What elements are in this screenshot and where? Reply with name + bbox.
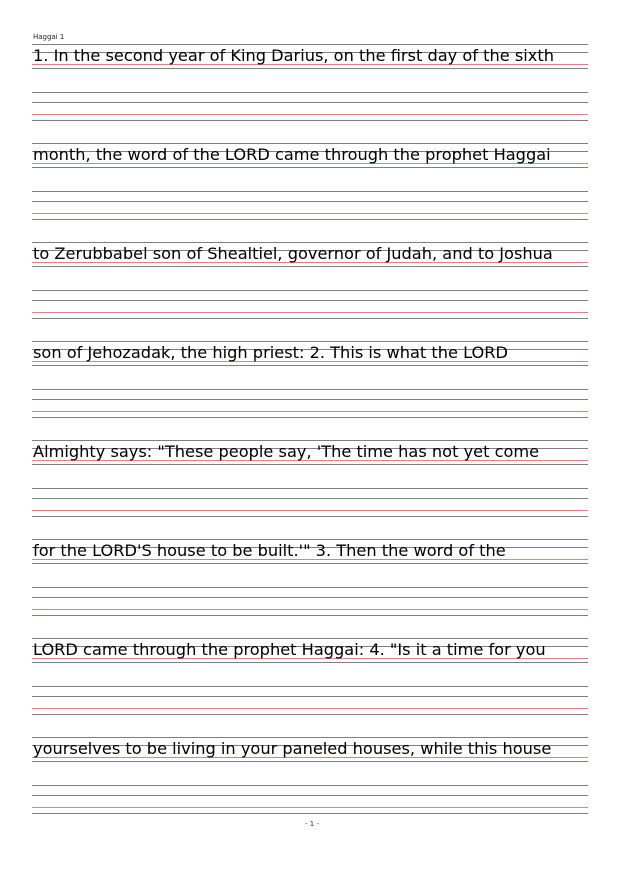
guide-line <box>32 539 588 540</box>
guide-line <box>32 167 588 168</box>
practice-red-line <box>32 708 588 709</box>
practice-guide-line <box>32 120 588 121</box>
writing-block-3 <box>32 242 588 342</box>
practice-red-line <box>32 114 588 115</box>
guide-line <box>32 737 588 738</box>
writing-block-4 <box>32 341 588 441</box>
practice-red-line <box>32 411 588 412</box>
practice-guide-line <box>32 615 588 616</box>
practice-guide-line <box>32 389 588 390</box>
guide-line <box>32 266 588 267</box>
practice-red-line <box>32 312 588 313</box>
text-line-8: yourselves to be living in your paneled houses, while this house <box>33 739 552 758</box>
guide-line <box>32 68 588 69</box>
guide-line <box>32 638 588 639</box>
guide-line <box>32 143 588 144</box>
practice-red-line <box>32 609 588 610</box>
practice-guide-line <box>32 587 588 588</box>
writing-block-2 <box>32 143 588 243</box>
practice-guide-line <box>32 516 588 517</box>
text-line-4: son of Jehozadak, the high priest: 2. This is what the LORD <box>33 343 508 362</box>
practice-guide-line <box>32 290 588 291</box>
practice-guide-line <box>32 102 588 103</box>
guide-line <box>32 44 588 45</box>
practice-guide-line <box>32 696 588 697</box>
guide-line <box>32 464 588 465</box>
text-line-6: for the LORD'S house to be built.'" 3. Then the word of the <box>33 541 506 560</box>
practice-red-line <box>32 510 588 511</box>
writing-block-5 <box>32 440 588 540</box>
guide-line <box>32 761 588 762</box>
page-number: - 1 - <box>305 820 319 828</box>
practice-guide-line <box>32 201 588 202</box>
practice-guide-line <box>32 488 588 489</box>
practice-guide-line <box>32 417 588 418</box>
practice-guide-line <box>32 399 588 400</box>
page-header-title: Haggai 1 <box>33 33 65 41</box>
guide-line <box>32 242 588 243</box>
guide-line <box>32 440 588 441</box>
text-line-5: Almighty says: "These people say, 'The time has not yet come <box>33 442 540 461</box>
practice-guide-line <box>32 686 588 687</box>
practice-guide-line <box>32 498 588 499</box>
practice-guide-line <box>32 318 588 319</box>
writing-block-1 <box>32 44 588 144</box>
text-line-7: LORD came through the prophet Haggai: 4. "Is it a time for you <box>33 640 546 659</box>
guide-line <box>32 341 588 342</box>
guide-line <box>32 365 588 366</box>
practice-guide-line <box>32 785 588 786</box>
guide-line <box>32 563 588 564</box>
writing-block-7 <box>32 638 588 738</box>
text-line-1: 1. In the second year of King Darius, on the first day of the sixth <box>33 46 554 65</box>
guide-line <box>32 662 588 663</box>
practice-guide-line <box>32 191 588 192</box>
practice-red-line <box>32 213 588 214</box>
text-line-3: to Zerubbabel son of Shealtiel, governor of Judah, and to Joshua <box>33 244 553 263</box>
practice-guide-line <box>32 813 588 814</box>
practice-guide-line <box>32 714 588 715</box>
practice-guide-line <box>32 597 588 598</box>
practice-guide-line <box>32 219 588 220</box>
practice-guide-line <box>32 300 588 301</box>
writing-block-6 <box>32 539 588 639</box>
text-line-2: month, the word of the LORD came through the prophet Haggai <box>33 145 551 164</box>
practice-guide-line <box>32 795 588 796</box>
practice-guide-line <box>32 92 588 93</box>
practice-red-line <box>32 807 588 808</box>
